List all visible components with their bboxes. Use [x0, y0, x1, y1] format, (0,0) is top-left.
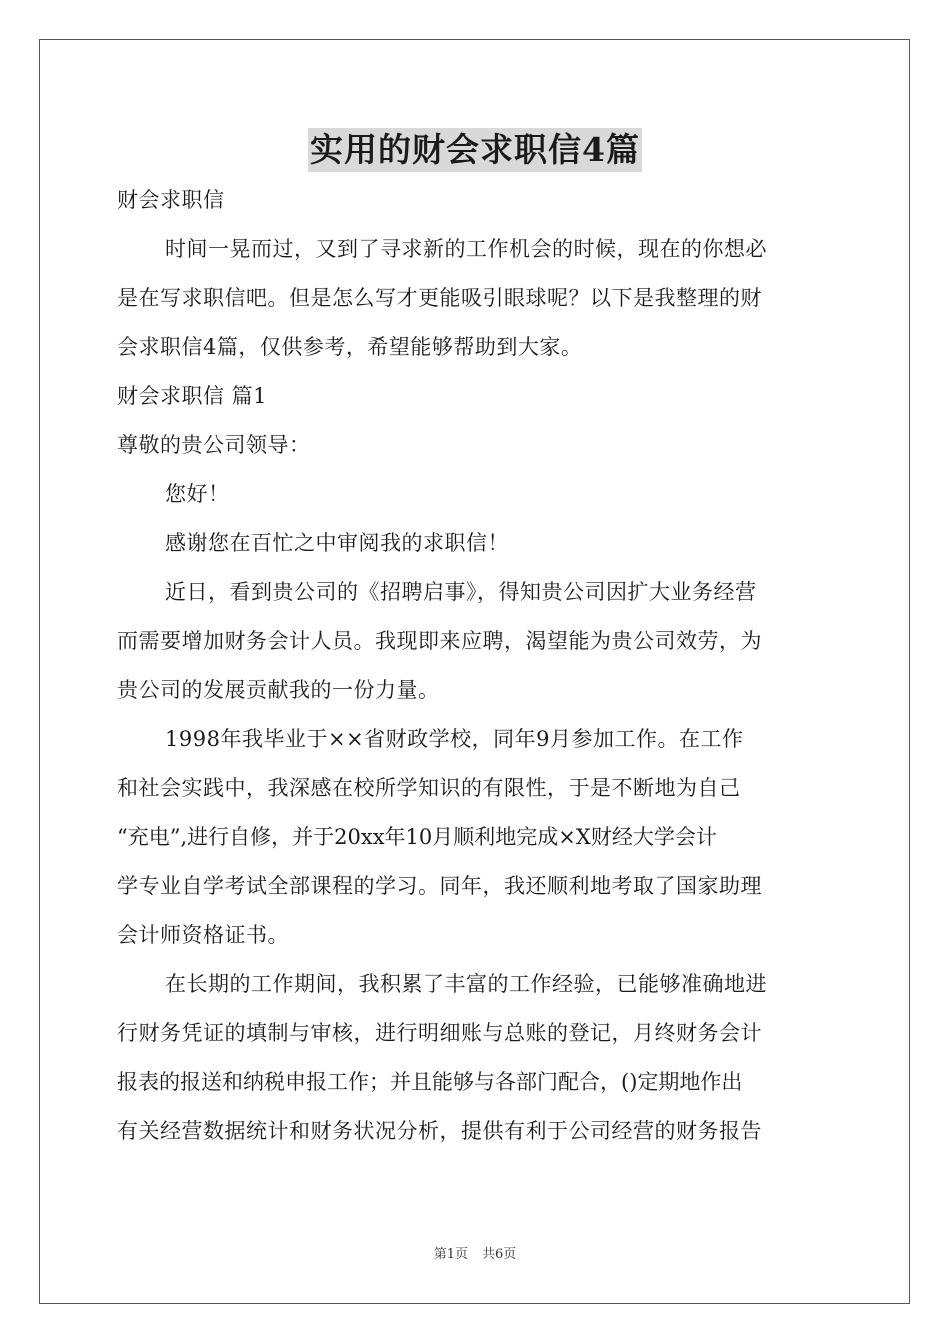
document-title-wrap: [0, 128, 950, 178]
body-line: “充电”,进行自修，并于20xx年10月顺利地完成×X财经大学会计: [117, 825, 717, 849]
body-line: 报表的报送和纳税申报工作；并且能够与各部门配合，()定期地作出: [117, 1070, 743, 1094]
body-line: 学专业自学考试全部课程的学习。同年，我还顺利地考取了国家助理: [117, 874, 762, 898]
document-body: [117, 176, 835, 1156]
page-number-current: 第1页: [433, 1247, 468, 1262]
body-line: 感谢您在百忙之中审阅我的求职信！: [165, 531, 509, 555]
page-footer: [0, 1243, 950, 1262]
body-line: 是在写求职信吧。但是怎么写才更能吸引眼球呢？以下是我整理的财: [117, 286, 762, 310]
body-line: 而需要增加财务会计人员。我现即来应聘，渴望能为贵公司效劳，为: [117, 629, 762, 653]
body-line: 1998年我毕业于××省财政学校，同年9月参加工作。在工作: [165, 727, 744, 751]
body-line: 和社会实践中，我深感在校所学知识的有限性，于是不断地为自己: [117, 776, 741, 800]
document-title: 实用的财会求职信4篇: [308, 128, 642, 172]
body-line: 会计师资格证书。: [117, 923, 289, 947]
body-line: 在长期的工作期间，我积累了丰富的工作经验，已能够准确地进: [165, 972, 767, 996]
body-line: 财会求职信: [117, 188, 225, 212]
page-number-total: 共6页: [482, 1247, 517, 1262]
body-line: 有关经营数据统计和财务状况分析，提供有利于公司经营的财务报告: [117, 1119, 762, 1143]
section-heading: 财会求职信 篇1: [117, 384, 268, 408]
body-line: 贵公司的发展贡献我的一份力量。: [117, 678, 440, 702]
salutation: 尊敬的贵公司领导：: [117, 433, 311, 457]
body-line: 时间一晃而过，又到了寻求新的工作机会的时候，现在的你想必: [165, 237, 767, 261]
body-line: 会求职信4篇，仅供参考，希望能够帮助到大家。: [117, 335, 583, 359]
body-line: 近日，看到贵公司的《招聘启事》，得知贵公司因扩大业务经营: [165, 580, 757, 604]
greeting: 您好！: [165, 482, 230, 506]
body-line: 行财务凭证的填制与审核，进行明细账与总账的登记，月终财务会计: [117, 1021, 762, 1045]
